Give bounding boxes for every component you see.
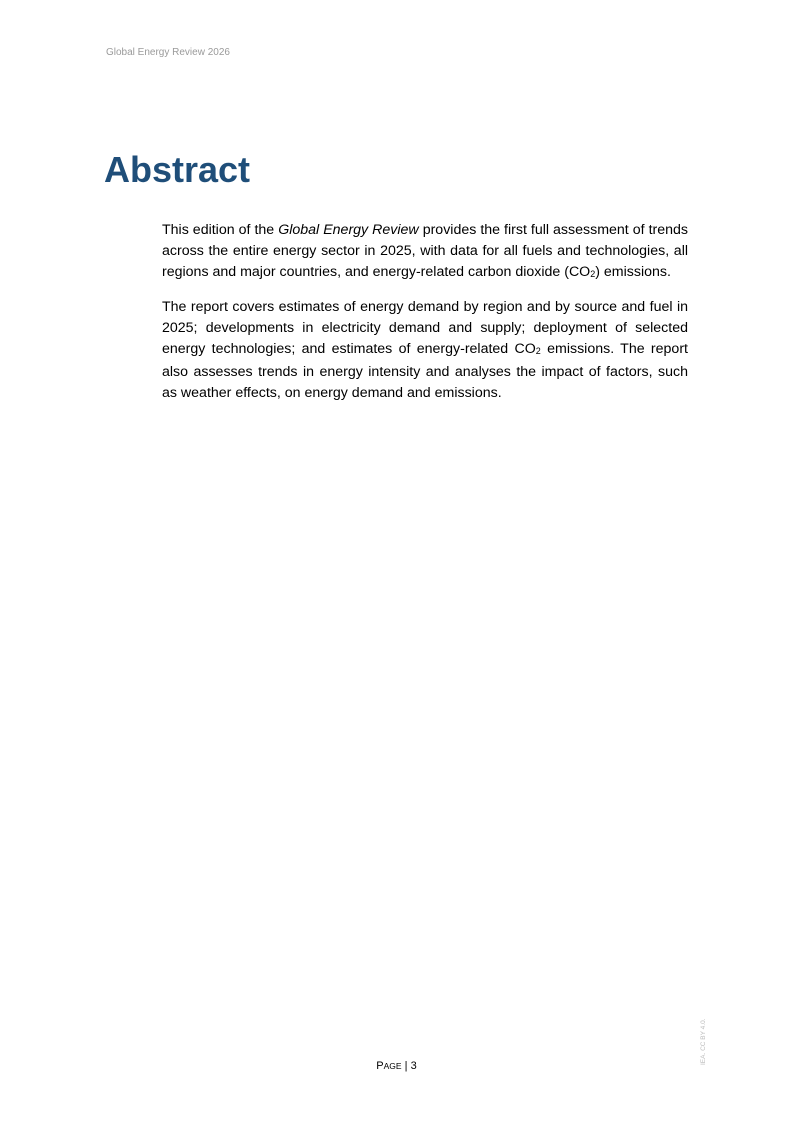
paragraph-1-text-start: This edition of the — [162, 222, 279, 238]
report-title-italic: Global Energy Review — [278, 222, 419, 238]
abstract-body — [162, 220, 688, 416]
paragraph-1-text-end: ) emissions. — [595, 264, 671, 280]
abstract-paragraph-2 — [162, 297, 688, 404]
license-note: IEA. CC BY 4.0. — [700, 1018, 707, 1065]
subscript-2: 2 — [590, 269, 596, 279]
page-footer — [0, 1060, 793, 1072]
page-label-rest: AGE — [383, 1061, 402, 1071]
page-title: Abstract — [104, 149, 251, 190]
page-separator: | — [401, 1060, 411, 1072]
paragraph-1-text-middle: provides the first full assessment of trends across the entire energy sector in 2025, with data for all fuels and technologies, all regions and major countries, and energy-related carbon dioxide (CO — [162, 222, 689, 280]
page-label-initial: P — [376, 1060, 384, 1072]
abstract-paragraph-1 — [162, 220, 688, 285]
paragraph-2-text-end: emissions. The report also assesses trends in energy intensity and analyses the impact of factors, such as weather effects, on energy demand and emissions. — [162, 341, 688, 401]
subscript-2: 2 — [535, 346, 541, 356]
running-header: Global Energy Review 2026 — [106, 47, 230, 58]
page-number: 3 — [410, 1060, 417, 1072]
paragraph-2-text-start: The report covers estimates of energy demand by region and by source and fuel in 2025; developments in electricity demand and supply; deployment of selected energy technologies; and estimates of energy-related CO — [162, 299, 688, 357]
